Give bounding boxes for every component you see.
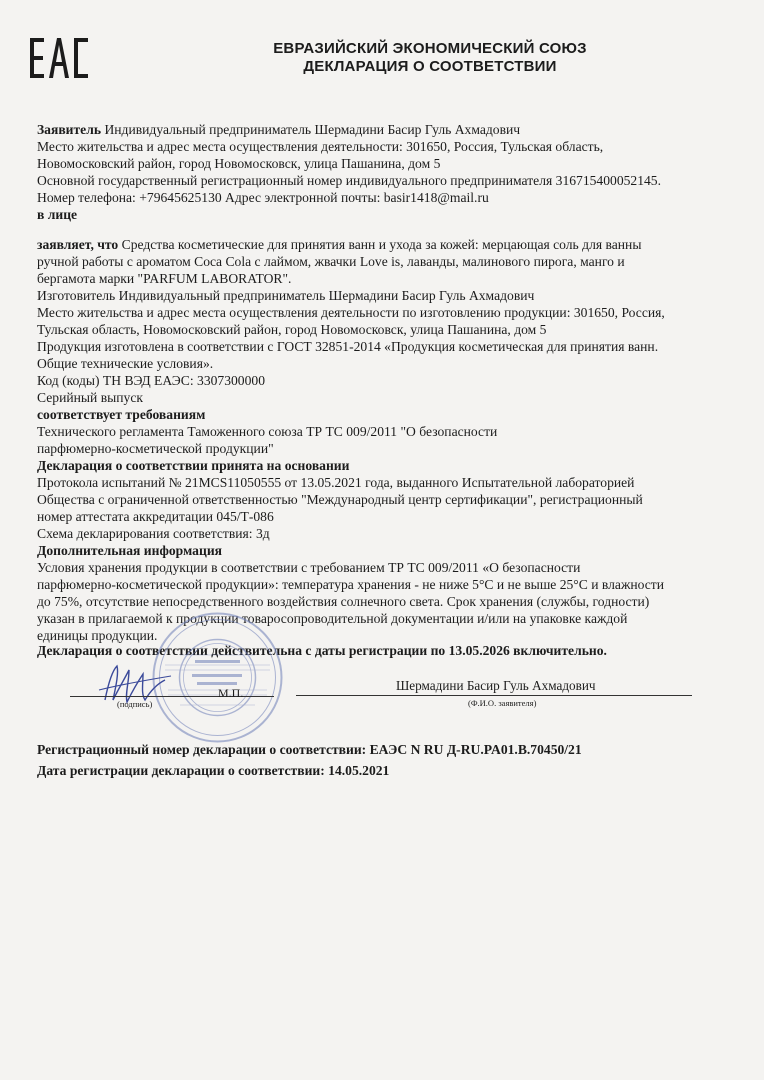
registration-number: Регистрационный номер декларации о соответствии: ЕАЭС N RU Д-RU.PA01.B.70450/21 [37, 742, 582, 757]
additional-line-2: парфюмерно-косметической продукции»: температура хранения - не ниже 5°С и не выше 25°С и влажности [37, 577, 664, 592]
signer-name: Шермадини Басир Гуль Ахмадович [396, 678, 596, 693]
applicant-line-3: Новомосковский район, город Новомосковск, улица Пашанина, дом 5 [37, 156, 441, 171]
conforms-label: соответствует требованиям [37, 407, 206, 422]
mp-label: М.П. [218, 686, 244, 700]
conforms-line-1: Технического регламента Таможенного союза ТР ТС 009/2011 "О безопасности [37, 424, 498, 439]
declares-line-1 [37, 236, 641, 253]
applicant-name: Индивидуальный предприниматель Шермадини Басир Гуль Ахмадович [104, 122, 521, 137]
additional-line-1: Условия хранения продукции в соответствии с требованием ТР ТС 009/2011 «О безопасности [37, 560, 581, 575]
additional-line-4: указан в прилагаемой к продукции товаросопроводительной документации и/или на упаковке каждой [37, 611, 628, 626]
declares-text: Средства косметические для принятия ванн и ухода за кожей: мерцающая соль для ванны [121, 237, 642, 252]
declares-line-3: бергамота марки "PARFUM LABORATOR". [37, 271, 292, 286]
manufacturer-line-2: Место жительства и адрес места осуществления деятельности по изготовлению продукции: 301650, Россия, [37, 305, 665, 320]
basis-line-3: номер аттестата аккредитации 045/Т-086 [37, 509, 274, 524]
registration-date: Дата регистрации декларации о соответствии: 14.05.2021 [37, 763, 390, 778]
manufacturer-line-3: Тульская область, Новомосковский район, город Новомосковск, улица Пашанина, дом 5 [37, 322, 547, 337]
applicant-line-5: Номер телефона: +79645625130 Адрес электронной почты: basir1418@mail.ru [37, 190, 489, 205]
basis-label: Декларация о соответствии принята на основании [37, 458, 350, 473]
additional-line-3: до 75%, отсутствие непосредственного воздействия солнечного света. Срок хранения (службы, годности) [37, 594, 650, 609]
signature-caption: (подпись) [117, 699, 153, 709]
document-title [150, 40, 710, 76]
manufacturer-line-5: Общие технические условия». [37, 356, 214, 371]
applicant-name-line [296, 695, 692, 696]
additional-label: Дополнительная информация [37, 543, 223, 558]
applicant-line-1 [37, 121, 520, 138]
title-line-1: ЕВРАЗИЙСКИЙ ЭКОНОМИЧЕСКИЙ СОЮЗ [273, 40, 587, 57]
declares-line-2: ручной работы с ароматом Coca Cola с лаймом, жвачки Love is, лаванды, малинового пирога, манго и [37, 254, 625, 269]
name-caption: (Ф.И.О. заявителя) [468, 698, 537, 708]
validity-statement: Декларация о соответствии действительна с даты регистрации по 13.05.2026 включительно. [37, 643, 607, 658]
eac-logo-icon [30, 38, 88, 78]
basis-line-1: Протокола испытаний № 21MCS11050555 от 13.05.2021 года, выданного Испытательной лабораторией [37, 475, 635, 490]
tn-ved-code: Код (коды) ТН ВЭД ЕАЭС: 3307300000 [37, 373, 265, 388]
person-label: в лице [37, 207, 78, 222]
manufacturer-line-1: Изготовитель Индивидуальный предприниматель Шермадини Басир Гуль Ахмадович [37, 288, 535, 303]
basis-line-4: Схема декларирования соответствия: 3д [37, 526, 270, 541]
additional-line-5: единицы продукции. [37, 628, 158, 643]
applicant-line-2: Место жительства и адрес места осуществления деятельности: 301650, Россия, Тульская область, [37, 139, 604, 154]
conforms-line-2: парфюмерно-косметической продукции" [37, 441, 274, 456]
release-type: Серийный выпуск [37, 390, 143, 405]
manufacturer-line-4: Продукция изготовлена в соответствии с ГОСТ 32851-2014 «Продукция косметическая для принятия ванн. [37, 339, 659, 354]
declares-label: заявляет, что [37, 237, 119, 252]
basis-line-2: Общества с ограниченной ответственностью "Международный центр сертификации", регистрационный [37, 492, 643, 507]
signature-line [70, 696, 274, 697]
applicant-label: Заявитель [37, 122, 102, 137]
applicant-line-4: Основной государственный регистрационный номер индивидуального предпринимателя 316715400052145. [37, 173, 661, 188]
title-line-2: ДЕКЛАРАЦИЯ О СООТВЕТСТВИИ [303, 58, 557, 75]
